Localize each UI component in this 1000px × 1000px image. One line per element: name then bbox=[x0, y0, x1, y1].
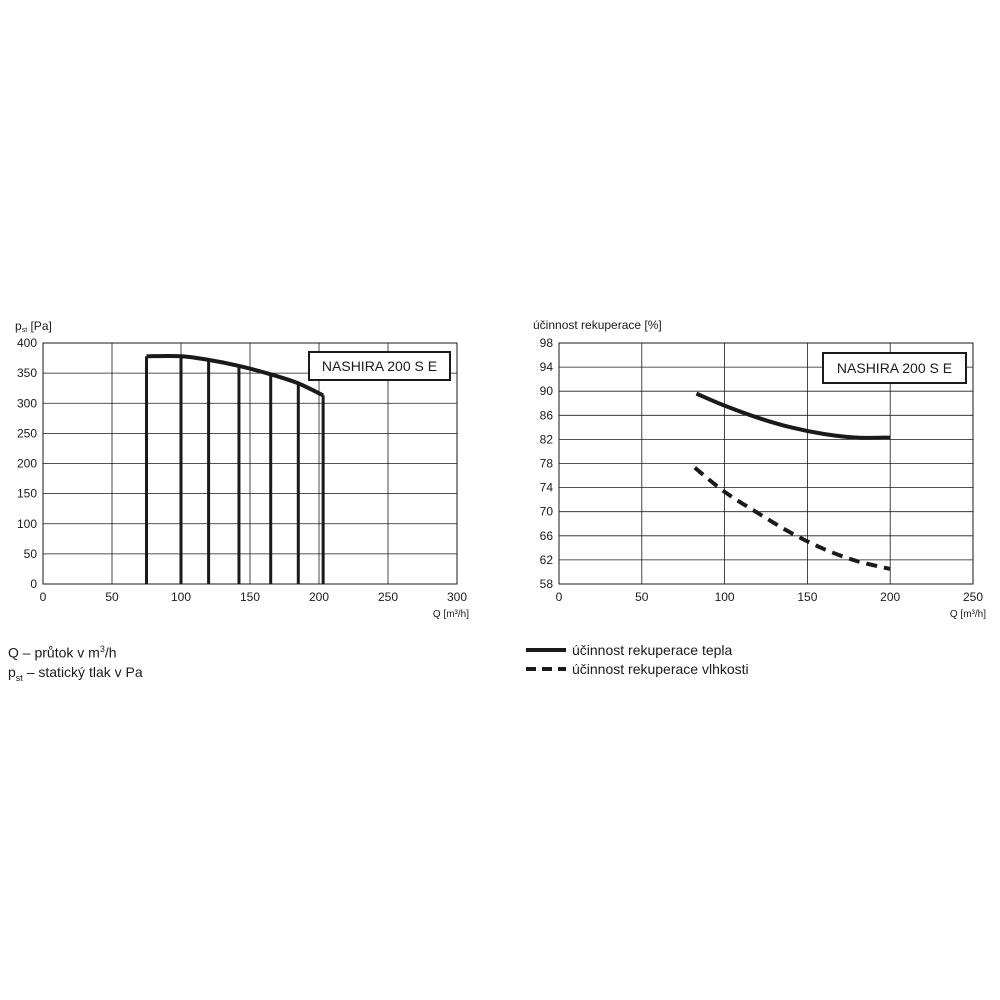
efficiency-ytick-label: 90 bbox=[539, 384, 553, 399]
efficiency-chart bbox=[500, 300, 1000, 940]
efficiency-ytick-label: 82 bbox=[539, 432, 553, 447]
pressure-xtick-label: 50 bbox=[105, 590, 119, 604]
legend-label-humidity: účinnost rekuperace vlhkosti bbox=[572, 660, 749, 677]
legend-solid-line-icon bbox=[526, 645, 566, 655]
efficiency-ytick-label: 66 bbox=[539, 528, 553, 543]
legend-label-heat: účinnost rekuperace tepla bbox=[572, 641, 733, 658]
efficiency-ytick-label: 62 bbox=[539, 552, 553, 567]
efficiency-xtick-label: 50 bbox=[635, 590, 649, 604]
efficiency-xtick-label: 200 bbox=[880, 590, 901, 604]
pressure-ytick-label: 50 bbox=[23, 546, 37, 561]
efficiency-legend bbox=[526, 640, 749, 678]
pressure-ytick-label: 300 bbox=[16, 396, 37, 411]
efficiency-xtick-label: 100 bbox=[714, 590, 735, 604]
symbol-notes bbox=[8, 640, 143, 687]
pressure-chart-annotation: NASHIRA 200 S E bbox=[321, 358, 438, 374]
pressure-ytick-label: 200 bbox=[16, 456, 37, 471]
pressure-xtick-label: 0 bbox=[39, 590, 47, 604]
humidity-recovery-curve bbox=[695, 468, 890, 569]
efficiency-ytick-label: 74 bbox=[539, 480, 553, 495]
efficiency-ytick-label: 78 bbox=[539, 456, 553, 471]
efficiency-ytick-label: 86 bbox=[539, 408, 553, 423]
efficiency-xtick-label: 150 bbox=[797, 590, 818, 604]
pressure-ytick-label: 150 bbox=[16, 486, 37, 501]
note-pst: $p_{st}$ – statický tlak v Pa bbox=[8, 663, 143, 683]
pressure-ytick-label: 350 bbox=[16, 366, 37, 381]
efficiency-chart-annotation: NASHIRA 200 S E bbox=[836, 360, 953, 376]
efficiency-ytick-label: 70 bbox=[539, 504, 553, 519]
efficiency-xtick-label: 0 bbox=[555, 590, 563, 604]
pressure-xtick-label: 250 bbox=[377, 590, 399, 604]
efficiency-ytick-label: 94 bbox=[539, 360, 553, 375]
pressure-xtick-label: 300 bbox=[446, 590, 468, 604]
pressure-ytick-label: 400 bbox=[16, 336, 37, 350]
efficiency-ytick-label: 58 bbox=[539, 577, 553, 591]
pressure-chart-xlabel: Q [m³/h] bbox=[432, 609, 469, 620]
efficiency-xtick-label: 250 bbox=[962, 590, 984, 604]
legend-dashed-line-icon bbox=[526, 664, 566, 674]
pressure-curve bbox=[147, 356, 324, 395]
pressure-chart-ylabel: pst [Pa] bbox=[15, 319, 52, 334]
note-q: Q – průtok v $m^3/h$ bbox=[8, 644, 117, 661]
pressure-xtick-label: 150 bbox=[239, 590, 261, 604]
pressure-chart bbox=[0, 300, 500, 940]
legend-item-humidity bbox=[526, 659, 749, 678]
pressure-xtick-label: 100 bbox=[170, 590, 192, 604]
legend-item-heat bbox=[526, 640, 749, 659]
pressure-xtick-label: 200 bbox=[308, 590, 330, 604]
efficiency-chart-ylabel: účinnost rekuperace [%] bbox=[533, 318, 662, 332]
efficiency-ytick-label: 98 bbox=[539, 336, 553, 350]
pressure-ytick-label: 100 bbox=[16, 516, 37, 531]
pressure-ytick-label: 250 bbox=[16, 426, 37, 441]
efficiency-chart-xlabel: Q [m³/h] bbox=[949, 609, 986, 620]
heat-recovery-curve bbox=[696, 394, 890, 438]
pressure-ytick-label: 0 bbox=[30, 577, 37, 591]
